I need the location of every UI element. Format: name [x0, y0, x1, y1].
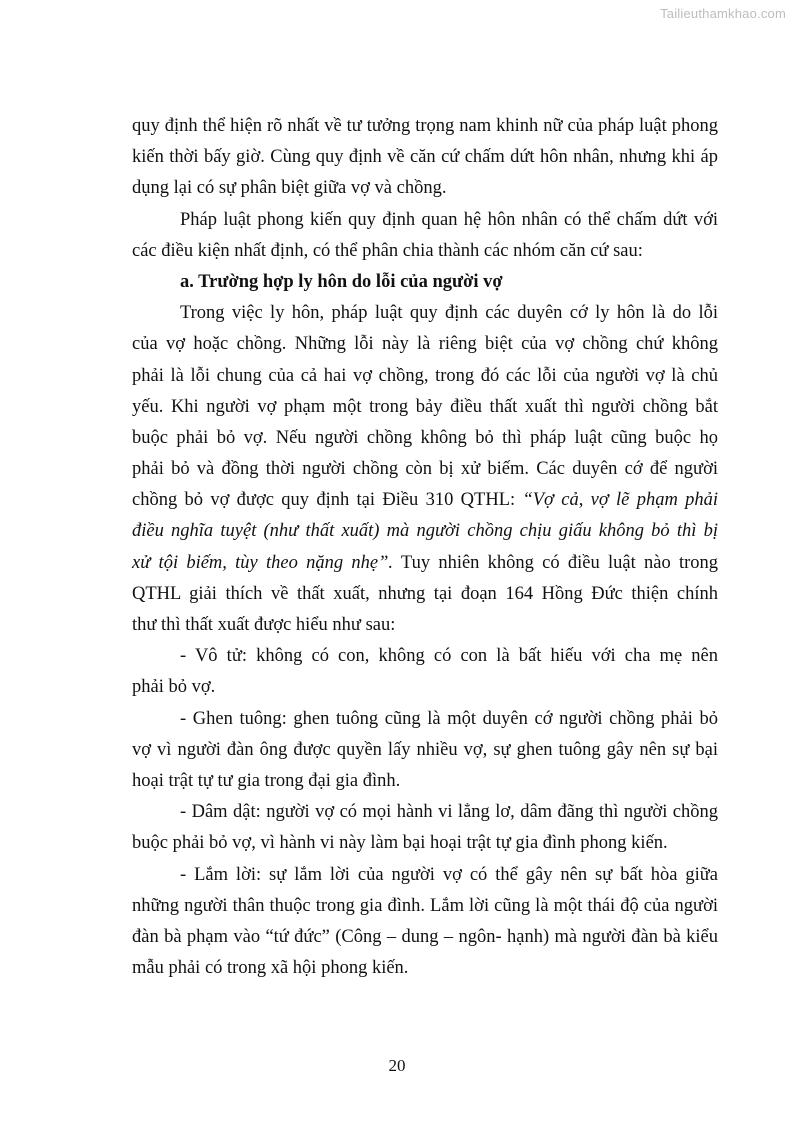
text-segment: Tuy nhiên không có điều luật nào trong	[393, 552, 719, 573]
text-line: kiến thời bấy giờ. Cùng quy định về căn cứ chấm dứt hôn nhân, nhưng khi áp	[132, 147, 718, 168]
list-item: - Lắm lời: sự lắm lời của người vợ có thể gây nên sự bất hòa giữa	[180, 864, 718, 885]
text-line: phải bỏ vợ.	[132, 677, 216, 698]
text-line	[132, 545, 718, 576]
text-segment: chồng bỏ vợ được quy định tại Điều 310 QTHL:	[132, 490, 523, 511]
text-line: QTHL giải thích về thất xuất, nhưng tại đoạn 164 Hồng Đức thiện chính	[132, 583, 718, 604]
list-item: - Vô tử: không có con, không có con là bất hiếu với cha mẹ nên	[180, 646, 718, 667]
text-line: dụng lại có sự phân biệt giữa vợ và chồng.	[132, 178, 447, 199]
quote-segment: xử tội biếm, tùy theo nặng nhẹ”.	[132, 552, 394, 573]
text-line: hoại trật tự tư gia trong đại gia đình.	[132, 770, 401, 791]
text-line	[132, 482, 718, 513]
section-heading: a. Trường hợp ly hôn do lỗi của người vợ	[180, 271, 503, 292]
quote-line: điều nghĩa tuyệt (như thất xuất) mà người chồng chịu giấu không bỏ thì bị	[132, 521, 718, 542]
page-body	[132, 108, 718, 981]
page-number: 20	[388, 1056, 406, 1075]
text-line: đàn bà phạm vào “tứ đức” (Công – dung – ngôn- hạnh) mà người đàn bà kiểu	[132, 926, 718, 947]
list-item: - Dâm dật: người vợ có mọi hành vi lẳng lơ, dâm đãng thì người chồng	[180, 802, 718, 823]
text-line: Trong việc ly hôn, pháp luật quy định các duyên cớ ly hôn là do lỗi	[180, 303, 718, 324]
text-line: Pháp luật phong kiến quy định quan hệ hôn nhân có thể chấm dứt với	[180, 209, 718, 230]
text-line: những người thân thuộc trong gia đình. Lắm lời cũng là một thái độ của người	[132, 895, 718, 916]
quote-segment: “Vợ cả, vợ lẽ phạm phải	[522, 490, 718, 511]
list-item: - Ghen tuông: ghen tuông cũng là một duyên cớ người chồng phải bỏ	[180, 708, 718, 729]
text-line: mẫu phải có trong xã hội phong kiến.	[132, 958, 409, 979]
text-line: các điều kiện nhất định, có thể phân chia thành các nhóm căn cứ sau:	[132, 240, 643, 261]
text-line: thư thì thất xuất được hiểu như sau:	[132, 615, 396, 635]
text-line: của vợ hoặc chồng. Những lỗi này là riêng biệt của vợ chồng chứ không	[132, 334, 718, 355]
text-line: buộc phải bỏ vợ. Nếu người chồng không bỏ thì pháp luật cũng buộc họ	[132, 427, 718, 448]
text-line: yếu. Khi người vợ phạm một trong bảy điều thất xuất thì người chồng bắt	[132, 396, 718, 417]
text-line: buộc phải bỏ vợ, vì hành vi này làm bại hoại trật tự gia đình phong kiến.	[132, 833, 668, 854]
text-line: vợ vì người đàn ông được quyền lấy nhiều vợ, sự ghen tuông gây nên sự bại	[132, 739, 718, 760]
text-line: phải là lỗi chung của cả hai vợ chồng, trong đó các lỗi của người vợ là chủ	[132, 365, 718, 386]
watermark: Tailieuthamkhao.com	[660, 6, 786, 21]
text-line: quy định thể hiện rõ nhất về tư tưởng trọng nam khinh nữ của pháp luật phong	[132, 116, 718, 136]
text-line: phải bỏ và đồng thời người chồng còn bị xử biếm. Các duyên cớ để người	[132, 459, 718, 480]
